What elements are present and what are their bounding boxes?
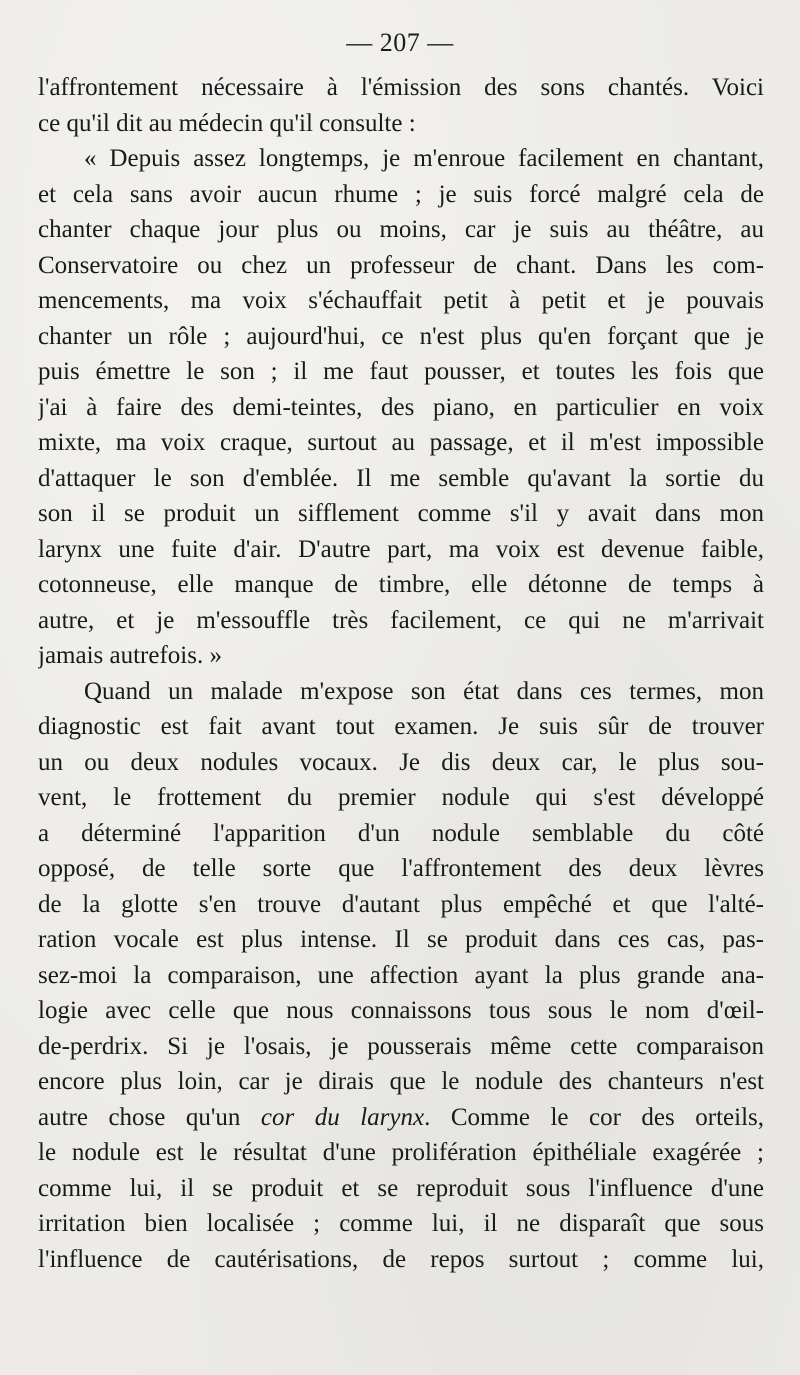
page-number: — 207 —	[346, 28, 454, 57]
text-line: encore plus loin, car je dirais que le nodule des chanteurs n'est	[38, 1068, 764, 1095]
text-line: autre, et je m'essouffle très facilement, ce qui ne m'arrivait	[38, 606, 764, 634]
text-line: j'ai à faire des demi-teintes, des piano, en particulier en voix	[38, 393, 764, 421]
text-line: puis émettre le son ; il me faut pousser, et toutes les fois que	[38, 358, 764, 385]
text-line	[38, 1100, 764, 1136]
text-line: le nodule est le résultat d'une prolifération épithéliale exagérée ;	[38, 1139, 764, 1166]
text-line: l'affrontement nécessaire à l'émission des sons chantés. Voici	[38, 74, 764, 101]
text-line: cotonneuse, elle manque de timbre, elle détonne de temps à	[38, 571, 764, 598]
text-line: d'attaquer le son d'emblée. Il me semble qu'avant la sortie du	[38, 464, 764, 492]
text-line: logie avec celle que nous connaissons tous sous le nom d'œil-	[38, 997, 764, 1024]
text-line: et cela sans avoir aucun rhume ; je suis forcé malgré cela de	[38, 180, 764, 208]
text-line: « Depuis assez longtemps, je m'enroue facilement en chantant,	[84, 145, 764, 172]
text-line: opposé, de telle sorte que l'affrontement des deux lèvres	[38, 855, 764, 882]
text-line: vent, le frottement du premier nodule qui s'est développé	[38, 784, 764, 811]
text-line: l'influence de cautérisations, de repos surtout ; comme lui,	[38, 1245, 764, 1273]
text-line: comme lui, il se produit et se reproduit sous l'influence d'une	[38, 1174, 764, 1202]
text-segment: autre chose qu'un	[38, 1103, 261, 1131]
text-line: Quand un malade m'expose son état dans ces termes, mon	[84, 677, 764, 705]
text-line: a déterminé l'apparition d'un nodule semblable du côté	[38, 819, 764, 847]
text-line: irritation bien localisée ; comme lui, il ne disparaît que sous	[38, 1210, 764, 1237]
text-line: mencements, ma voix s'échauffait petit à petit et je pouvais	[38, 287, 764, 314]
text-line: larynx une fuite d'air. D'autre part, ma voix est devenue faible,	[38, 535, 764, 563]
text-line: jamais autrefois. »	[38, 642, 222, 669]
text-line: de-perdrix. Si je l'osais, je pousserais même cette comparaison	[38, 1032, 764, 1060]
text-line: ration vocale est plus intense. Il se produit dans ces cas, pas-	[38, 926, 764, 953]
text-line: diagnostic est fait avant tout examen. Je suis sûr de trouver	[38, 713, 764, 740]
text-line: un ou deux nodules vocaux. Je dis deux car, le plus sou-	[38, 748, 764, 776]
text-line: mixte, ma voix craque, surtout au passage, et il m'est impossible	[38, 429, 764, 456]
text-line: Conservatoire ou chez un professeur de chant. Dans les com-	[38, 251, 764, 279]
text-line: chanter chaque jour plus ou moins, car je suis au théâtre, au	[38, 216, 764, 243]
body-text	[38, 70, 764, 1277]
text-line: de la glotte s'en trouve d'autant plus empêché et que l'alté-	[38, 890, 764, 918]
text-line: ce qu'il dit au médecin qu'il consulte :	[38, 109, 416, 137]
italic-term: cor du larynx	[260, 1103, 425, 1131]
text-line: sez-moi la comparaison, une affection ayant la plus grande ana-	[38, 961, 764, 989]
text-line: chanter un rôle ; aujourd'hui, ce n'est plus qu'en forçant que je	[38, 322, 764, 350]
text-segment: . Comme le cor des orteils,	[424, 1103, 764, 1131]
text-line: son il se produit un sifflement comme s'il y avait dans mon	[38, 500, 764, 527]
